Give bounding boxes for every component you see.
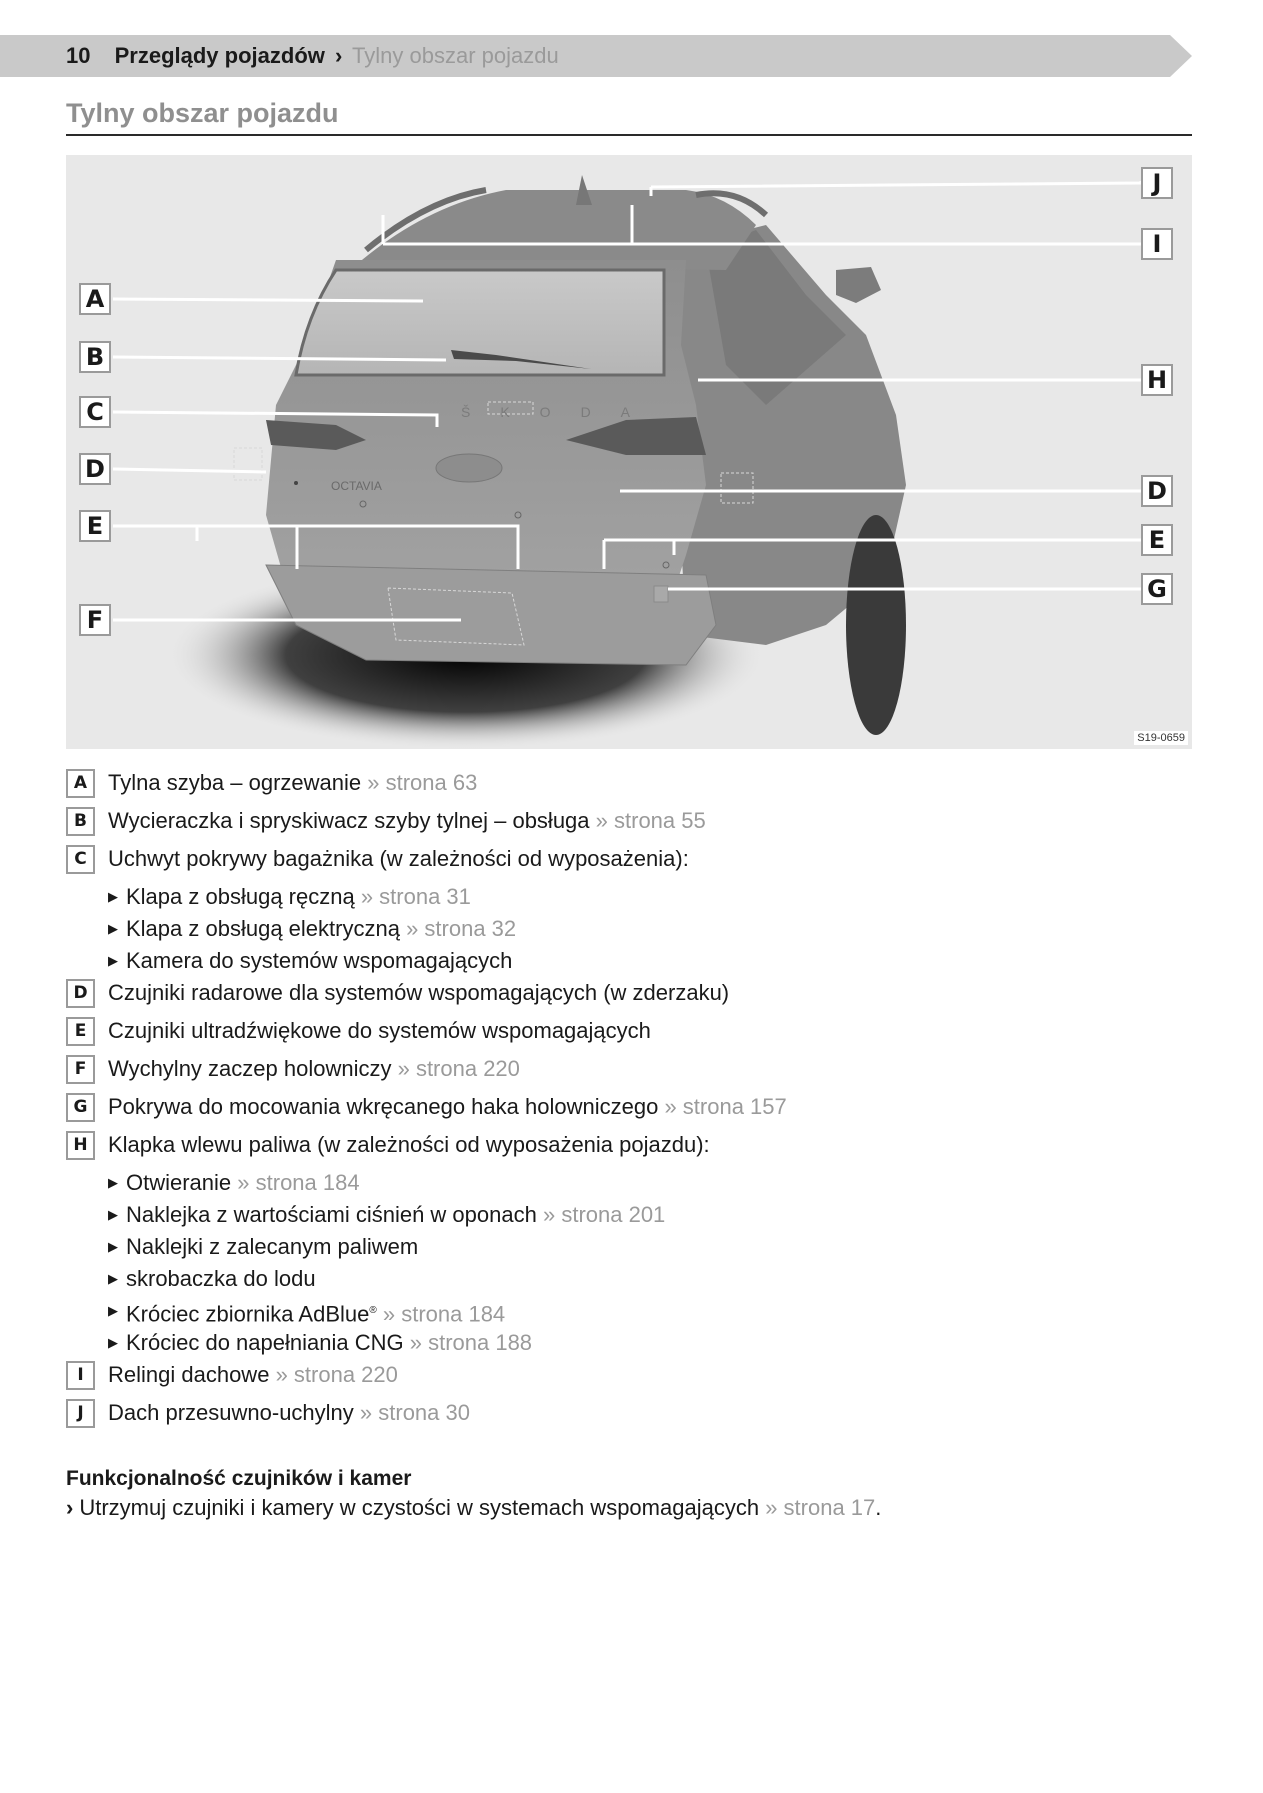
callout-label-d: D [79,453,111,485]
legend-item-label: Wycieraczka i spryskiwacz szyby tylnej – obsługa [108,808,590,833]
tow-hook-cover [654,586,668,602]
note-text-line [66,1495,881,1521]
legend-item-text [108,806,706,836]
breadcrumb-separator-icon: › [335,43,343,68]
legend-item-text [108,1398,470,1428]
note-text: Utrzymuj czujniki i kamery w czystości w systemach wspomagających [79,1495,760,1520]
legend-subitem-text [126,1296,505,1329]
callout-label-b: B [79,341,111,373]
legend-subitem-label: Klapa z obsługą ręczną [126,884,355,909]
breadcrumb [66,42,559,70]
page-reference-link[interactable]: » strona 157 [664,1094,787,1119]
radar-sensor-left-marker [234,448,262,480]
legend-item-label: Relingi dachowe [108,1362,270,1387]
legend-subitem [66,882,1192,914]
page-reference-link[interactable]: » strona 220 [275,1362,398,1387]
callout-label-e-right: E [1141,524,1173,556]
brand-lettering: ŠKODA [461,404,661,420]
legend-item-label: Dach przesuwno-uchylny [108,1400,354,1425]
legend-item-text [108,978,729,1008]
legend-subitem [66,1232,1192,1264]
legend-subitem [66,946,1192,978]
bullet-triangle-icon: ▶ [108,1303,118,1318]
bullet-triangle-icon: ▶ [108,1271,118,1286]
bullet-triangle-icon: ▶ [108,1175,118,1190]
legend-item-e [66,1016,1192,1054]
license-light-recess [436,454,502,482]
breadcrumb-current: Tylny obszar pojazdu [352,43,559,68]
bullet-triangle-icon: ▶ [108,1207,118,1222]
bullet-triangle-icon: ▶ [108,1239,118,1254]
breadcrumb-chapter[interactable]: Przeglądy pojazdów [114,43,325,68]
legend-subitem-text [126,1200,665,1230]
page-reference-link[interactable]: » strona 63 [367,770,478,795]
legend-subitem-text [126,946,512,976]
section-title: Tylny obszar pojazdu [66,98,339,128]
page-reference-link[interactable]: » strona 184 [237,1170,360,1195]
side-mirror [836,267,881,303]
legend-subitem [66,1296,1192,1328]
callout-label-h: H [1141,364,1173,396]
legend-item-label: Pokrywa do mocowania wkręcanego haka holowniczego [108,1094,659,1119]
page-number: 10 [66,43,91,68]
callout-label-c: C [79,396,111,428]
callout-label-g: G [1141,573,1173,605]
bullet-triangle-icon: ▶ [108,1335,118,1350]
legend-item-i [66,1360,1192,1398]
legend-subitem-text [126,1328,532,1358]
legend-subitem [66,914,1192,946]
legend-item-g [66,1092,1192,1130]
legend-item-text [108,768,477,798]
legend-subitem [66,1168,1192,1200]
page-reference-link[interactable]: » strona 55 [595,808,706,833]
legend-subitem-label: Króciec zbiornika AdBlue [126,1301,370,1327]
legend-tag: D [66,979,95,1008]
callout-label-i: I [1141,228,1173,260]
note-page-reference[interactable]: » strona 17 [765,1495,876,1520]
legend-subitem-label: Klapa z obsługą elektryczną [126,916,400,941]
legend-item-text [108,1016,651,1046]
legend-subitem [66,1264,1192,1296]
page-reference-link[interactable]: » strona 184 [382,1301,506,1327]
legend-item-text [108,844,689,874]
legend-tag: J [66,1399,95,1428]
sensor-dot [294,481,298,485]
legend-item-label: Wychylny zaczep holowniczy [108,1056,392,1081]
legend-tag: H [66,1131,95,1160]
legend-subitem-text [126,1232,418,1262]
legend-subitem-label: Otwieranie [126,1170,232,1195]
callout-label-a: A [79,283,111,315]
registered-mark: ® [369,1305,377,1316]
vehicle-rear-figure [66,155,1192,749]
bullet-triangle-icon: ▶ [108,953,118,968]
figure-code: S19-0659 [1134,731,1188,745]
bullet-triangle-icon: ▶ [108,921,118,936]
car-illustration [66,155,1192,749]
legend-tag: G [66,1093,95,1122]
callout-label-f: F [79,604,111,636]
legend-tag: B [66,807,95,836]
legend-subitem-label: Kamera do systemów wspomagających [126,948,513,973]
legend-item-label: Uchwyt pokrywy bagażnika (w zależności od wyposażenia): [108,846,689,871]
legend-item-label: Tylna szyba – ogrzewanie [108,770,362,795]
callout-label-e: E [79,510,111,542]
legend-subitem [66,1328,1192,1360]
legend-item-label: Czujniki ultradźwiękowe do systemów wspomagających [108,1018,651,1043]
legend-subitem-label: Naklejka z wartościami ciśnień w oponach [126,1202,537,1227]
legend-tag: I [66,1361,95,1390]
legend-subitem-label: Króciec do napełniania CNG [126,1330,404,1355]
legend-subitem-label: skrobaczka do lodu [126,1266,316,1291]
legend-item-label: Czujniki radarowe dla systemów wspomagających (w zderzaku) [108,980,730,1005]
page-reference-link[interactable]: » strona 220 [397,1056,520,1081]
legend-item-text [108,1360,398,1390]
legend-subitem-text [126,914,516,944]
legend-tag: F [66,1055,95,1084]
legend-item-c [66,844,1192,882]
legend-subitem-text [126,882,471,912]
note-period: . [875,1495,882,1520]
legend-item-text [108,1092,787,1122]
note-arrow-icon: › [66,1495,74,1520]
legend-tag: C [66,845,95,874]
legend-list [66,768,1192,1436]
legend-item-label: Klapka wlewu paliwa (w zależności od wyposażenia pojazdu): [108,1132,710,1157]
legend-item-j [66,1398,1192,1436]
bullet-triangle-icon: ▶ [108,889,118,904]
legend-subitem-label: Naklejki z zalecanym paliwem [126,1234,419,1259]
legend-subitem-text [126,1168,360,1198]
callout-label-d-right: D [1141,475,1173,507]
legend-subitem-text [126,1264,316,1294]
legend-tag: A [66,769,95,798]
legend-item-a [66,768,1192,806]
page-reference-link[interactable]: » strona 201 [542,1202,666,1227]
page-reference-link[interactable]: » strona 188 [409,1330,533,1355]
note-title: Funkcjonalność czujników i kamer [66,1467,412,1490]
legend-item-text [108,1054,520,1084]
legend-item-b [66,806,1192,844]
roof [356,190,756,270]
page-reference-link[interactable]: » strona 30 [359,1400,470,1425]
callout-label-j: J [1141,167,1173,199]
legend-subitem [66,1200,1192,1232]
legend-item-d [66,978,1192,1016]
legend-item-f [66,1054,1192,1092]
rear-wheel [846,515,906,735]
legend-tag: E [66,1017,95,1046]
page-reference-link[interactable]: » strona 31 [360,884,471,909]
running-header [0,35,1192,77]
legend-item-text [108,1130,710,1160]
legend-item-h [66,1130,1192,1168]
page-reference-link[interactable]: » strona 32 [406,916,517,941]
title-divider [66,134,1192,136]
model-badge: OCTAVIA [331,479,382,493]
